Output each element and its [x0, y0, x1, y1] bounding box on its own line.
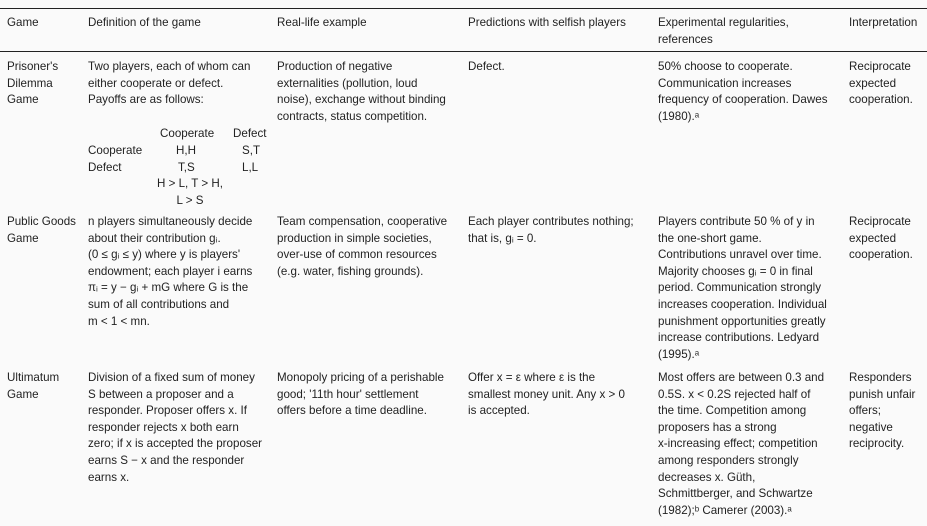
- header-rule: [0, 51, 927, 52]
- payoff-condition-2: L > S: [176, 194, 204, 207]
- payoff-cd: S,T: [242, 144, 261, 157]
- payoff-dd: L,L: [242, 161, 259, 174]
- payoff-col-defect: Defect: [233, 127, 267, 140]
- payoff-row-cooperate: Cooperate: [88, 144, 143, 157]
- row-example: Production of negative externalities (pollution, loud noise), exchange without binding contracts, status competition.: [277, 60, 446, 123]
- row-interpretation: Reciprocate expected cooperation.: [849, 60, 913, 107]
- row-example: Team compensation, cooperative production in simple societies, over-use of common resources (e.g. water, fishing grounds).: [277, 215, 448, 278]
- header-game: Game: [7, 16, 39, 29]
- row-predictions: Defect.: [468, 60, 505, 73]
- payoff-cc: H,H: [176, 144, 196, 157]
- header-predictions: Predictions with selfish players: [468, 16, 626, 29]
- payoff-col-cooperate: Cooperate: [160, 127, 215, 140]
- payoff-dc: T,S: [178, 161, 195, 174]
- top-rule: [0, 8, 927, 9]
- row-regularities: Most offers are between 0.3 and 0.5S. x < 0.2S rejected half of the time. Competition among proposers has a strong x-increasing effect; competition among responders strongly decreases x. Güth, Schmittberger, and Schwartze (1982);ᵇ Camerer (2003).ᵃ: [658, 371, 825, 517]
- header-example: Real-life example: [277, 16, 367, 29]
- row-predictions: Offer x = ε where ε is the smallest money unit. Any x > 0 is accepted.: [468, 371, 625, 418]
- row-definition: Two players, each of whom can either cooperate or defect. Payoffs are as follows:: [88, 60, 251, 107]
- row-predictions: Each player contributes nothing; that is, gᵢ = 0.: [468, 215, 634, 245]
- header-regularities: Experimental regularities, references: [658, 16, 789, 46]
- row-definition: Division of a fixed sum of money S between a proposer and a responder. Proposer offers x. If responder rejects x both earn zero; if x is accepted the proposer earns S − x and the responder earns x.: [88, 371, 262, 484]
- row-example: Monopoly pricing of a perishable good; '11th hour' settlement offers before a time deadline.: [277, 371, 444, 418]
- row-interpretation: Responders punish unfair offers; negative reciprocity.: [849, 371, 916, 451]
- row-definition: n players simultaneously decide about their contribution gᵢ. (0 ≤ gᵢ ≤ y) where y is players' endowment; each player i earns πᵢ = y − gᵢ + mG where G is the sum of all contributions and m < 1 < mn.: [88, 215, 253, 328]
- payoff-condition-1: H > L, T > H,: [157, 177, 223, 190]
- row-regularities: 50% choose to cooperate. Communication increases frequency of cooperation. Dawes (1980).ᵃ: [658, 60, 828, 123]
- row-game: Ultimatum Game: [7, 371, 60, 401]
- row-interpretation: Reciprocate expected cooperation.: [849, 215, 913, 262]
- header-interpretation: Interpretation: [849, 16, 918, 29]
- row-game: Public Goods Game: [7, 215, 76, 245]
- row-regularities: Players contribute 50 % of y in the one-short game. Contributions unravel over time. Majority chooses gᵢ = 0 in final period. Communication strongly increases cooperation. Individual punishment opportunities greatly increase contributions. Ledyard (1995).ᵃ: [658, 215, 827, 361]
- row-game: Prisoner's Dilemma Game: [7, 60, 59, 107]
- payoff-row-defect: Defect: [88, 161, 122, 174]
- header-definition: Definition of the game: [88, 16, 201, 29]
